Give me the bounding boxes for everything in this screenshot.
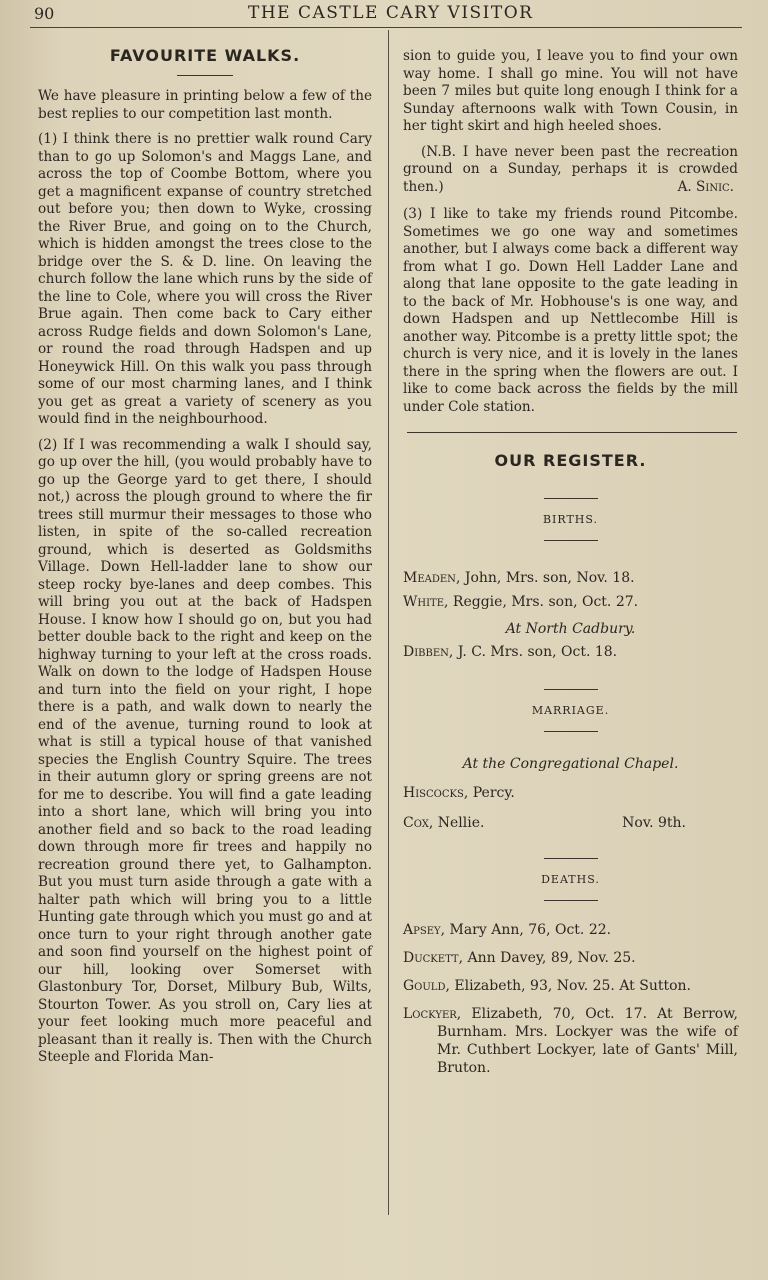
death-entry: Gould, Elizabeth, 93, Nov. 25. At Sutton.: [403, 978, 692, 994]
walk-entry-3: (3) I like to take my friends round Pitcombe. Sometimes we go one way and sometimes another, but I always come back a different way from what I go. Down Hell Ladder Lane and along that lane opposite to the gate leading in to the back of Mr. Hobhouse's is one way, and down Hadspen and up Nettlecombe Hill is another way. Pitcombe is a pretty little spot; the church is very nice, and it is lovely in the lanes there in the spring when the flowers are out. I like to come back across the fields by the mill under Cole station.: [403, 206, 738, 415]
right-column: [403, 48, 738, 1077]
marriage-entry: Hiscocks, Percy.: [403, 785, 515, 801]
marriage-heading: MARRIAGE.: [531, 704, 610, 717]
death-entry: Duckett, Ann Davey, 89, Nov. 25.: [403, 950, 636, 966]
death-entry: Lockyer, Elizabeth, 70, Oct. 17. At Berrow, Burnham. Mrs. Lockyer was the wife of Mr. Cuthbert Lockyer, late of Gants' Mill, Bruton.: [403, 1006, 738, 1076]
register-title: OUR REGISTER.: [494, 451, 647, 470]
header-rule: [30, 27, 742, 28]
deaths-heading: DEATHS.: [541, 873, 600, 886]
page-number: 90: [34, 4, 55, 23]
walk-entry-2: (2) If I was recommending a walk I should say, go up over the hill, (you would probably have to go up the George yard to get there, I should not,) across the plough ground to where the fir trees still murmur their messages to those who listen, in spite of the so-called recreation ground, which is deserted as Goldsmiths Village. Down Hell-ladder lane to show our steep rocky bye-lanes and deep combes. This will bring you out at the back of Hadspen House. I know how I should go on, but you had better double back to the right and keep on the highway turning to your left at the cross roads. Walk on down to the lodge of Hadspen House and turn into the field on your right, I hope there is a path, and walk down to nearly the end of the avenue, turning round to look at what is still a typical house of that vanished species the English Country Squire. The trees in their autumn glory or spring greens are not for me to describe. You will find a gate leading into a short lane, which will bring you into another field and so back to the road leading down through more fir trees and happily no recreation ground there yet, to Galhampton. But you must turn aside through a gate with a halter path which will bring you to a little Hunting gate through which you must go and at once turn to your right through another gate and soon find yourself on the highest point of our hill, looking over Somerset with Glastonbury Tor, Dorset, Milbury Bub, Wilts, Stourton Tower. As you stroll on, Cary lies at your feet looking much more peaceful and pleasant than it really is. Then with the Church Steeple and Florida Man-: [38, 436, 372, 1065]
death-entry: Apsey, Mary Ann, 76, Oct. 22.: [403, 922, 612, 938]
marriage-entry: Cox, Nellie. Nov. 9th.: [403, 815, 686, 831]
register-rule: [544, 498, 598, 499]
births-place: At North Cadbury.: [505, 621, 636, 637]
birth-entry: Dibben, J. C. Mrs. son, Oct. 18.: [403, 644, 618, 660]
signature: A. Sinic.: [677, 178, 734, 195]
section-divider: [407, 432, 737, 433]
running-head: [0, 2, 768, 26]
deaths-rule-bottom: [544, 900, 598, 901]
marriage-date: Nov. 9th.: [622, 815, 686, 831]
walk-entry-2-note: [403, 144, 738, 197]
left-column: [38, 40, 372, 1067]
note-text: (N.B. I have never been past the recreation ground on a Sunday, perhaps it is crowded then.): [403, 143, 738, 195]
deaths-rule-top: [544, 858, 598, 859]
births-heading: BIRTHS.: [542, 513, 599, 526]
title-rule: [177, 75, 233, 76]
deaths-list: [403, 921, 738, 1077]
birth-entry: White, Reggie, Mrs. son, Oct. 27.: [403, 594, 639, 610]
favourite-walks-title: FAVOURITE WALKS.: [109, 46, 301, 65]
marriage-place: At the Congregational Chapel.: [462, 756, 679, 772]
column-divider: [388, 30, 389, 1215]
birth-entry: Meaden, John, Mrs. son, Nov. 18.: [403, 570, 635, 586]
births-list: [403, 569, 738, 661]
walk-entry-1: (1) I think there is no prettier walk round Cary than to go up Solomon's and Maggs Lane, and across the top of Coombe Bottom, where you get a magnificent expanse of country stretched out before you; then down to Wyke, crossing the River Brue, and going on to the Church, which is hidden amongst the trees close to the bridge over the S. & D. line. On leaving the church follow the lane which runs by the side of the line to Cole, where you will cross the River Brue again. Then come back to Cary either across Rudge fields and down Solomon's Lane, or round the road through Hadspen and up Honeywick Hill. On this walk you pass through some of our most charming lanes, and I think you get as great a variety of scenery as you would find in the neighbourhood.: [38, 131, 372, 427]
births-rule: [544, 540, 598, 541]
journal-title: THE CASTLE CARY VISITOR: [248, 3, 534, 23]
marriage-rule-bottom: [544, 731, 598, 732]
marriage-rule-top: [544, 689, 598, 690]
intro-paragraph: We have pleasure in printing below a few of the best replies to our competition last month.: [38, 88, 372, 122]
walk-entry-2-continued: sion to guide you, I leave you to find your own way home. I shall go mine. You will not have been 7 miles but quite long enough I think for a Sunday afternoons walk with Town Cousin, in her tight skirt and high heeled shoes.: [403, 48, 738, 134]
